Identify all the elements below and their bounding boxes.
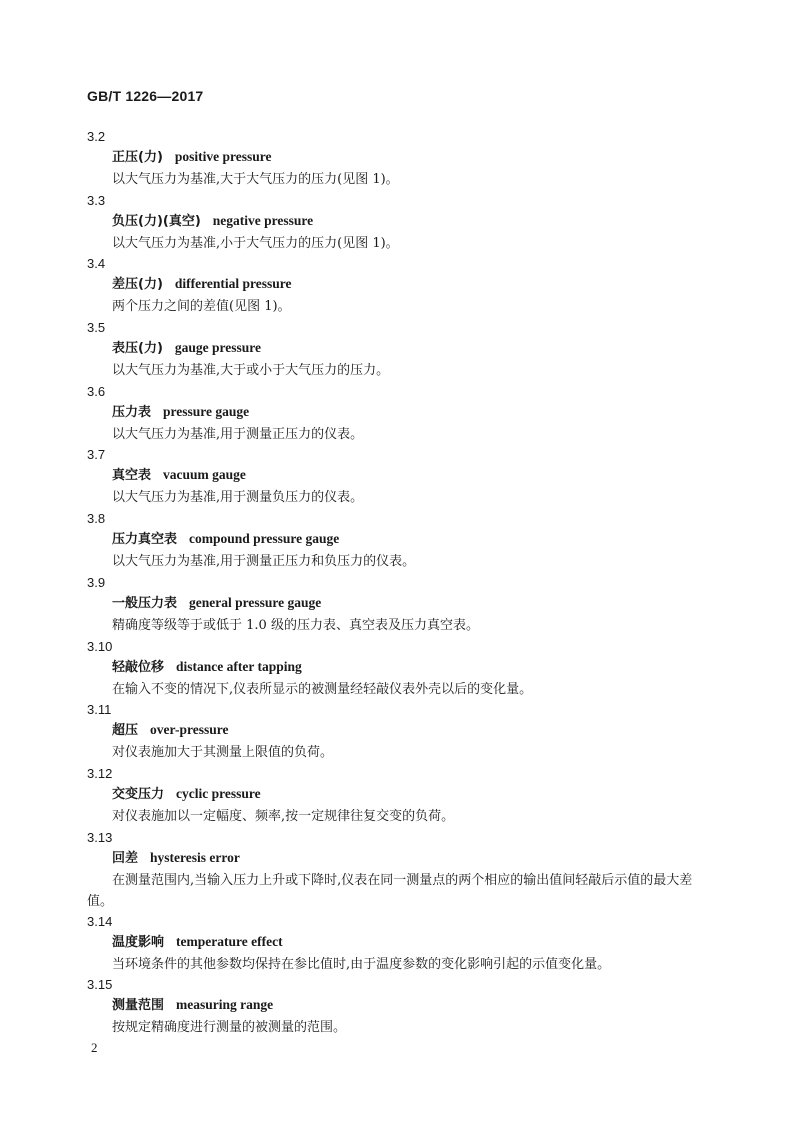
term-zh: 表压(力) xyxy=(112,341,163,357)
term-number: 3.13 xyxy=(87,829,113,845)
term-title xyxy=(112,933,283,952)
term-zh: 差压(力) xyxy=(112,277,163,293)
term-number: 3.7 xyxy=(87,447,106,463)
term-definition: 以大气压力为基准,大于大气压力的压力(见图 1)。 xyxy=(112,172,399,187)
term-number: 3.2 xyxy=(87,129,106,144)
term-number: 3.9 xyxy=(87,574,106,590)
standard-number: GB/T 1226—2017 xyxy=(87,88,204,104)
term-number: 3.14 xyxy=(87,913,113,929)
term-definition: 在输入不变的情况下,仪表所显示的被测量经轻敲仪表外壳以后的变化量。 xyxy=(112,681,533,697)
term-entry xyxy=(87,765,727,829)
term-definition: 对仪表施加大于其测量上限值的负荷。 xyxy=(112,745,334,761)
term-zh: 超压 xyxy=(112,723,139,739)
term-definition: 以大气压力为基准,用于测量负压力的仪表。 xyxy=(112,490,364,506)
term-zh: 测量范围 xyxy=(112,998,165,1014)
term-definition: 按规定精确度进行测量的被测量的范围。 xyxy=(112,1020,347,1036)
term-zh: 温度影响 xyxy=(112,934,165,950)
term-en: positive pressure xyxy=(174,149,272,164)
term-en: distance after tapping xyxy=(176,658,302,674)
term-number: 3.11 xyxy=(87,702,112,718)
term-zh: 一般压力表 xyxy=(112,595,178,611)
term-zh: 压力表 xyxy=(112,404,152,420)
term-en: cyclic pressure xyxy=(176,785,261,801)
term-entry xyxy=(87,255,727,319)
term-en: vacuum gauge xyxy=(163,467,246,483)
terms-list xyxy=(87,128,727,1040)
term-entry xyxy=(87,976,727,1040)
term-title xyxy=(112,212,313,231)
term-entry xyxy=(87,913,727,977)
term-en: over-pressure xyxy=(150,722,229,738)
term-zh: 回差 xyxy=(112,850,139,866)
term-definition: 两个压力之间的差值(见图 1)。 xyxy=(112,299,291,315)
term-zh: 轻敲位移 xyxy=(112,659,165,675)
term-entry xyxy=(87,128,727,192)
term-title xyxy=(112,275,292,294)
term-en: pressure gauge xyxy=(163,403,250,419)
term-entry xyxy=(87,638,727,702)
term-zh: 真空表 xyxy=(112,468,152,484)
term-en: hysteresis error xyxy=(150,849,240,865)
term-number: 3.10 xyxy=(87,638,113,654)
term-definition: 当环境条件的其他参数均保持在参比值时,由于温度参数的变化影响引起的示值变化量。 xyxy=(112,956,611,972)
term-title xyxy=(112,721,229,740)
term-title xyxy=(112,658,302,677)
term-zh: 压力真空表 xyxy=(112,532,178,548)
term-title xyxy=(112,594,321,613)
term-zh: 负压(力)(真空) xyxy=(112,213,201,229)
term-entry xyxy=(87,510,727,574)
term-zh: 正压(力) xyxy=(112,150,163,165)
term-entry xyxy=(87,383,727,447)
term-title xyxy=(112,339,261,358)
term-definition: 精确度等级等于或低于 1.0 级的压力表、真空表及压力真空表。 xyxy=(112,617,479,633)
term-en: compound pressure gauge xyxy=(189,531,340,547)
term-title xyxy=(112,403,249,422)
term-en: general pressure gauge xyxy=(189,594,322,610)
term-definition: 以大气压力为基准,大于或小于大气压力的压力。 xyxy=(112,363,390,379)
term-zh: 交变压力 xyxy=(112,786,165,802)
term-en: negative pressure xyxy=(212,212,314,228)
term-entry xyxy=(87,192,727,256)
term-en: temperature effect xyxy=(176,933,283,949)
term-entry xyxy=(87,319,727,383)
term-title xyxy=(112,996,273,1015)
page-number: 2 xyxy=(91,1040,98,1055)
term-definition: 以大气压力为基准,小于大气压力的压力(见图 1)。 xyxy=(112,235,399,251)
term-definition: 以大气压力为基准,用于测量正压力的仪表。 xyxy=(112,426,364,442)
term-title xyxy=(112,530,339,549)
term-number: 3.4 xyxy=(87,256,106,272)
term-en: measuring range xyxy=(176,997,274,1013)
term-definition: 在测量范围内,当输入压力上升或下降时,仪表在同一测量点的两个相应的输出值间轻敲后示值的最大差值。 xyxy=(87,872,693,909)
term-number: 3.15 xyxy=(87,977,113,993)
term-number: 3.12 xyxy=(87,765,113,781)
term-number: 3.5 xyxy=(87,320,106,336)
term-definition: 对仪表施加以一定幅度、频率,按一定规律往复交变的负荷。 xyxy=(112,808,455,824)
term-entry xyxy=(87,446,727,510)
term-title xyxy=(112,785,261,804)
term-number: 3.6 xyxy=(87,383,106,399)
term-number: 3.3 xyxy=(87,192,106,208)
term-title xyxy=(112,849,240,868)
term-title xyxy=(112,466,246,485)
term-title xyxy=(112,148,272,167)
term-definition: 以大气压力为基准,用于测量正压力和负压力的仪表。 xyxy=(112,554,416,570)
term-entry xyxy=(87,829,727,913)
term-entry xyxy=(87,574,727,638)
term-entry xyxy=(87,701,727,765)
term-en: differential pressure xyxy=(174,276,292,292)
term-number: 3.8 xyxy=(87,511,106,527)
term-en: gauge pressure xyxy=(174,340,262,356)
